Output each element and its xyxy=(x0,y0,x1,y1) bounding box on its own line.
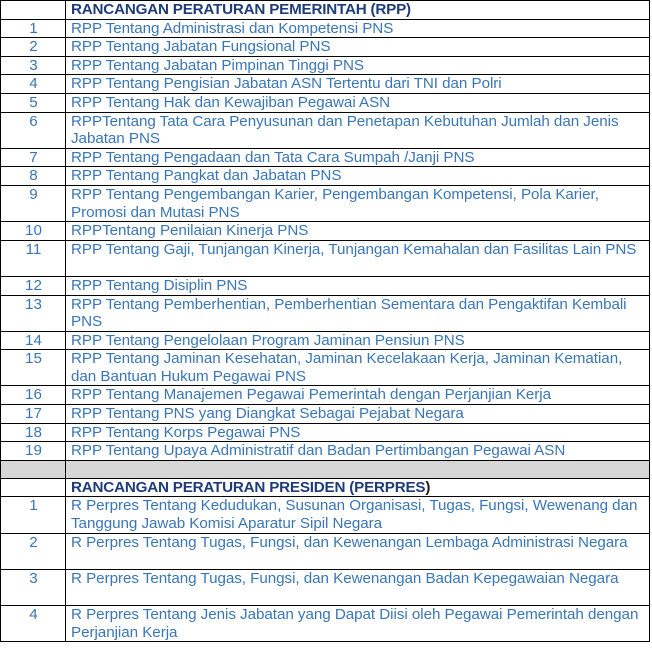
regulation-link[interactable]: RPP Tentang PNS yang Diangkat Sebagai Pejabat Negara xyxy=(66,405,650,424)
regulation-link[interactable]: RPPTentang Penilaian Kinerja PNS xyxy=(66,222,650,241)
table-row xyxy=(1,423,650,442)
row-number: 13 xyxy=(1,295,66,331)
table-row xyxy=(1,350,650,386)
regulation-link[interactable]: R Perpres Tentang Tugas, Fungsi, dan Kewenangan Badan Kepegawaian Negara xyxy=(66,569,650,605)
row-number: 1 xyxy=(1,19,66,38)
row-number: 9 xyxy=(1,185,66,221)
row-number: 18 xyxy=(1,423,66,442)
row-number: 11 xyxy=(1,240,66,276)
regulation-link[interactable]: RPPTentang Tata Cara Penyusunan dan Penetapan Kebutuhan Jumlah dan Jenis Jabatan PNS xyxy=(66,112,650,148)
table-row xyxy=(1,442,650,461)
regulation-link[interactable]: RPP Tentang Administrasi dan Kompetensi PNS xyxy=(66,19,650,38)
row-number: 16 xyxy=(1,386,66,405)
table-row xyxy=(1,240,650,276)
table-row xyxy=(1,386,650,405)
table-row xyxy=(1,38,650,57)
regulation-link[interactable]: RPP Tentang Gaji, Tunjangan Kinerja, Tunjangan Kemahalan dan Fasilitas Lain PNS xyxy=(66,240,650,276)
row-number: 3 xyxy=(1,56,66,75)
regulation-link[interactable]: RPP Tentang Pengadaan dan Tata Cara Sumpah /Janji PNS xyxy=(66,148,650,167)
perpres-heading-text: RANCANGAN PERATURAN PRESIDEN (PERPRES xyxy=(71,478,426,496)
perpres-heading xyxy=(66,478,650,497)
table-row xyxy=(1,331,650,350)
table-row xyxy=(1,112,650,148)
row-number: 8 xyxy=(1,167,66,186)
regulation-link[interactable]: RPP Tentang Manajemen Pegawai Pemerintah dengan Perjanjian Kerja xyxy=(66,386,650,405)
regulation-link[interactable]: R Perpres Tentang Jenis Jabatan yang Dapat Diisi oleh Pegawai Pemerintah dengan Perjanjian Kerja xyxy=(66,606,650,642)
table-row xyxy=(1,56,650,75)
regulation-link[interactable]: RPP Tentang Jaminan Kesehatan, Jaminan Kecelakaan Kerja, Jaminan Kematian, dan Bantuan Hukum Pegawai PNS xyxy=(66,350,650,386)
regulation-link[interactable]: RPP Tentang Disiplin PNS xyxy=(66,276,650,295)
rpp-heading: RANCANGAN PERATURAN PEMERINTAH (RPP) xyxy=(66,1,650,20)
section-separator-row xyxy=(1,460,650,478)
rpp-header-number-cell xyxy=(1,1,66,20)
row-number: 5 xyxy=(1,93,66,112)
table-row xyxy=(1,75,650,94)
row-number: 2 xyxy=(1,533,66,569)
regulation-link[interactable]: RPP Tentang Upaya Administratif dan Badan Pertimbangan Pegawai ASN xyxy=(66,442,650,461)
regulation-link[interactable]: R Perpres Tentang Kedudukan, Susunan Organisasi, Tugas, Fungsi, Wewenang dan Tanggung Jawab Komisi Aparatur Sipil Negara xyxy=(66,497,650,533)
table-row xyxy=(1,497,650,533)
table-row xyxy=(1,276,650,295)
regulation-link[interactable]: RPP Tentang Hak dan Kewajiban Pegawai ASN xyxy=(66,93,650,112)
table-row xyxy=(1,405,650,424)
row-number: 15 xyxy=(1,350,66,386)
regulation-link[interactable]: R Perpres Tentang Tugas, Fungsi, dan Kewenangan Lembaga Administrasi Negara xyxy=(66,533,650,569)
row-number: 4 xyxy=(1,606,66,642)
table-row xyxy=(1,533,650,569)
separator-cell xyxy=(1,460,66,478)
regulation-link[interactable]: RPP Tentang Pengelolaan Program Jaminan Pensiun PNS xyxy=(66,331,650,350)
row-number: 14 xyxy=(1,331,66,350)
row-number: 19 xyxy=(1,442,66,461)
table-row xyxy=(1,19,650,38)
row-number: 17 xyxy=(1,405,66,424)
perpres-header-row xyxy=(1,478,650,497)
regulation-link[interactable]: RPP Tentang Pangkat dan Jabatan PNS xyxy=(66,167,650,186)
regulation-link[interactable]: RPP Tentang Jabatan Pimpinan Tinggi PNS xyxy=(66,56,650,75)
row-number: 6 xyxy=(1,112,66,148)
table-row xyxy=(1,606,650,642)
perpres-heading-close: ) xyxy=(425,478,431,496)
separator-cell xyxy=(66,460,650,478)
table-row xyxy=(1,167,650,186)
row-number: 4 xyxy=(1,75,66,94)
perpres-header-number-cell xyxy=(1,478,66,497)
row-number: 1 xyxy=(1,497,66,533)
row-number: 3 xyxy=(1,569,66,605)
row-number: 10 xyxy=(1,222,66,241)
row-number: 2 xyxy=(1,38,66,57)
row-number: 7 xyxy=(1,148,66,167)
rpp-header-row xyxy=(1,1,650,20)
table-row xyxy=(1,185,650,221)
table-row xyxy=(1,569,650,605)
regulation-link[interactable]: RPP Tentang Pengembangan Karier, Pengembangan Kompetensi, Pola Karier, Promosi dan Mutasi PNS xyxy=(66,185,650,221)
regulation-link[interactable]: RPP Tentang Jabatan Fungsional PNS xyxy=(66,38,650,57)
table-row xyxy=(1,222,650,241)
regulation-link[interactable]: RPP Tentang Pengisian Jabatan ASN Tertentu dari TNI dan Polri xyxy=(66,75,650,94)
table-row xyxy=(1,93,650,112)
regulation-link[interactable]: RPP Tentang Pemberhentian, Pemberhentian Sementara dan Pengaktifan Kembali PNS xyxy=(66,295,650,331)
table-row xyxy=(1,295,650,331)
table-row xyxy=(1,148,650,167)
row-number: 12 xyxy=(1,276,66,295)
regulation-link[interactable]: RPP Tentang Korps Pegawai PNS xyxy=(66,423,650,442)
